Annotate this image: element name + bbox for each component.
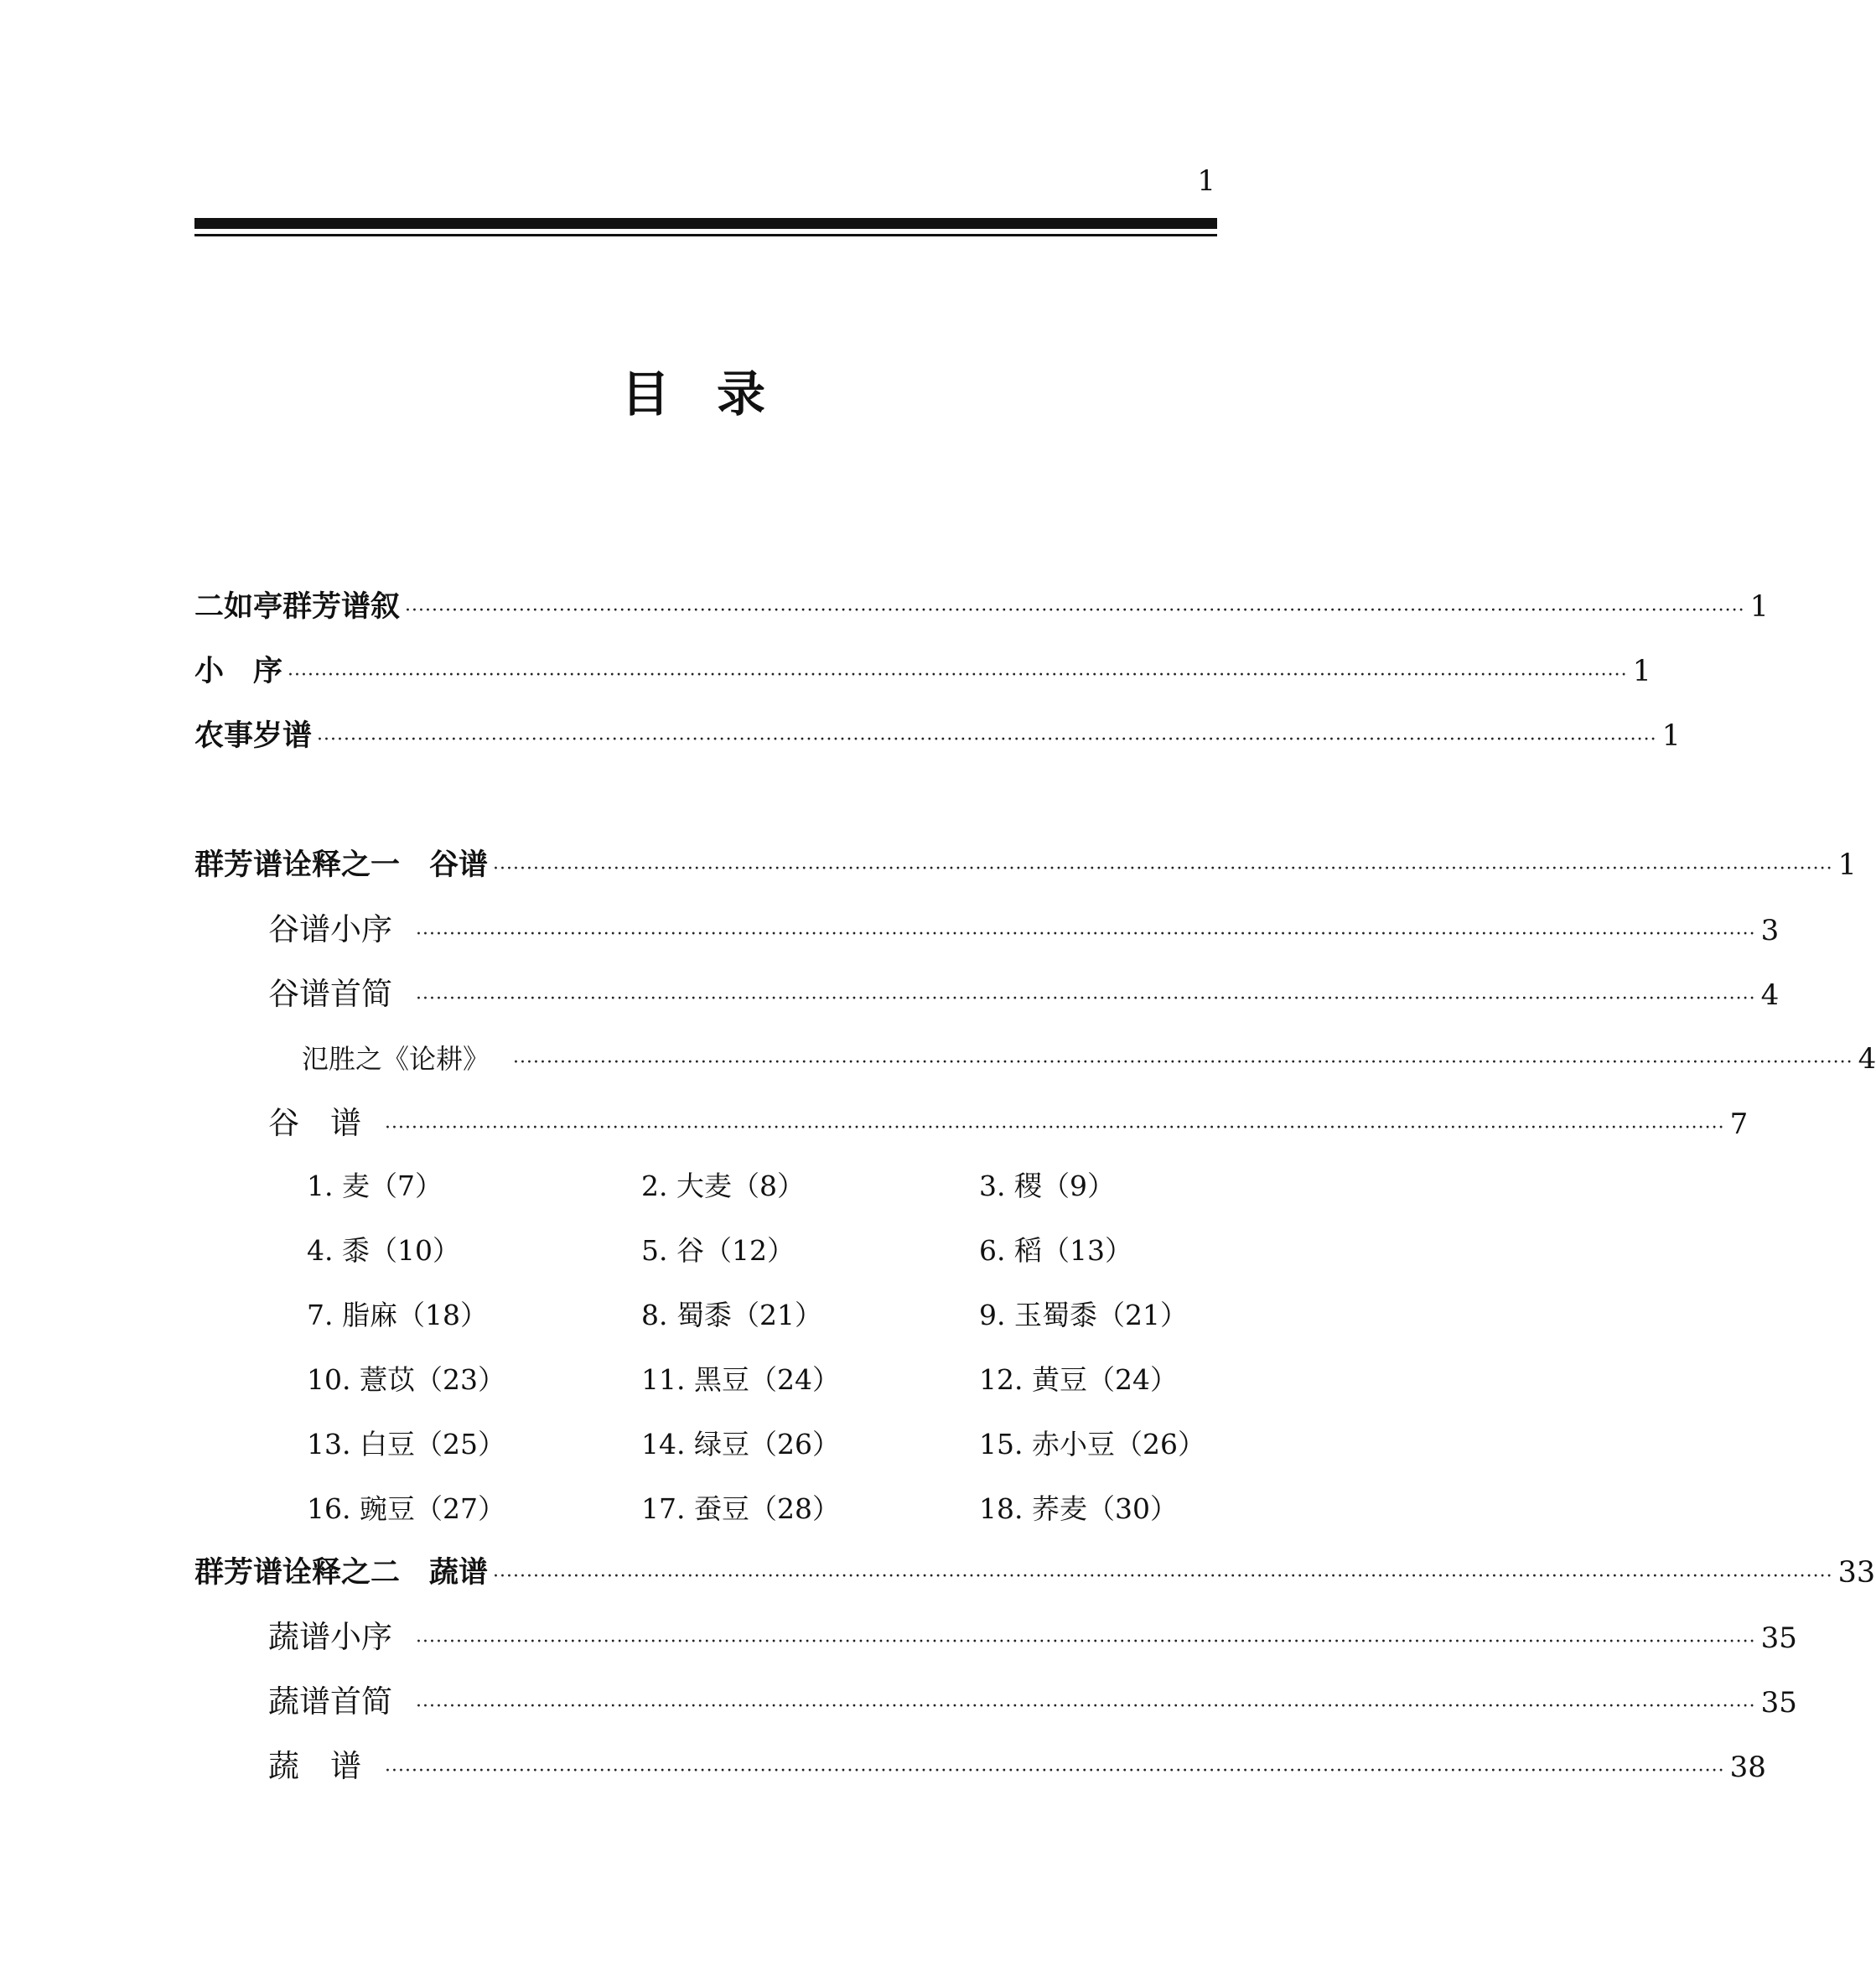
toc-entry-page: 1 [1661,719,1681,753]
toc-entry-short-preface[interactable] [194,650,1651,693]
toc-entry-farming-calendar[interactable] [194,714,1681,758]
grain-item[interactable]: 7. 脂麻（18） [307,1299,488,1331]
leader-dots: ········································································································································································································ [493,1566,1833,1587]
grain-item[interactable]: 17. 蚕豆（28） [641,1492,840,1525]
toc-entry-label: 群芳谱诠释之一 谷谱 [194,848,489,882]
toc-entry-label: 蔬谱首简 [268,1683,392,1720]
leader-dots: ········································································································································································································ [493,859,1833,879]
toc-section-grains[interactable] [194,843,1857,887]
toc-entry-label: 群芳谱诠释之二 蔬谱 [194,1556,489,1590]
grain-item[interactable]: 8. 蜀黍（21） [641,1299,822,1331]
leader-dots: ········································································································································································································ [416,988,1756,1009]
toc-entry-page: 35 [1760,1686,1797,1720]
toc-entry-page: 38 [1729,1751,1766,1784]
toc-entry-label: 蔬 谱 [268,1748,361,1784]
leader-dots: ········································································································································································································ [385,1118,1725,1139]
grain-item[interactable]: 12. 黄豆（24） [979,1363,1178,1396]
toc-entry-grains-preface[interactable] [268,908,1780,952]
toc-entry-vegetables-preface[interactable] [268,1616,1797,1659]
grain-item[interactable]: 9. 玉蜀黍（21） [979,1299,1188,1331]
grain-item[interactable]: 2. 大麦（8） [641,1170,805,1202]
toc-entry-page: 7 [1729,1108,1749,1141]
toc-entry-label: 谷谱首简 [268,976,392,1012]
toc-entry-label: 氾胜之《论耕》 [302,1043,490,1075]
toc-entry-page: 1 [1632,655,1651,688]
toc-entry-label: 谷 谱 [268,1105,361,1141]
grain-item[interactable]: 14. 绿豆（26） [641,1428,840,1460]
toc-entry-page: 1 [1837,848,1857,882]
toc-entry-label: 谷谱小序 [268,911,392,947]
toc-entry-label: 二如亭群芳谱叙 [194,590,401,624]
leader-dots: ········································································································································································································ [317,729,1657,750]
grain-item[interactable]: 16. 豌豆（27） [307,1492,505,1525]
grain-item[interactable]: 5. 谷（12） [641,1234,795,1267]
grain-item[interactable]: 15. 赤小豆（26） [979,1428,1205,1460]
toc-entry-page: 4 [1760,978,1780,1012]
grain-item[interactable]: 4. 黍（10） [307,1234,460,1267]
leader-dots: ········································································································································································································ [416,1632,1756,1652]
toc-entry-vegetables-list[interactable] [268,1745,1766,1788]
toc-entry-fan-shengzhi[interactable] [302,1037,1876,1081]
leader-dots: ········································································································································································································ [288,665,1628,686]
toc-entry-vegetables-intro[interactable] [268,1680,1797,1724]
toc-entry-label: 农事岁谱 [194,719,313,753]
toc-entry-grains-intro[interactable] [268,973,1780,1016]
toc-entry-label: 蔬谱小序 [268,1619,392,1655]
leader-dots: ········································································································································································································ [385,1761,1725,1782]
toc-entry-page: 35 [1760,1621,1797,1655]
toc-title: 目录 [620,366,812,423]
grain-item[interactable]: 18. 荞麦（30） [979,1492,1178,1525]
grain-item[interactable]: 3. 稷（9） [979,1170,1115,1202]
toc-entry-grains-list[interactable] [268,1102,1749,1145]
leader-dots: ········································································································································································································ [416,924,1756,945]
toc-section-vegetables[interactable] [194,1551,1876,1595]
leader-dots: ········································································································································································································ [416,1696,1756,1717]
toc-entry-page: 1 [1749,590,1769,624]
grain-item[interactable]: 13. 白豆（25） [307,1428,505,1460]
grain-item[interactable]: 6. 稻（13） [979,1234,1132,1267]
grain-item[interactable]: 10. 薏苡（23） [307,1363,505,1396]
toc-entry-preface[interactable] [194,585,1769,629]
toc-entry-page: 3 [1760,914,1780,947]
leader-dots: ········································································································································································································ [513,1052,1853,1073]
leader-dots: ········································································································································································································ [405,600,1745,621]
toc-entry-label: 小 序 [194,655,283,688]
grain-item[interactable]: 1. 麦（7） [307,1170,443,1202]
grain-item[interactable]: 11. 黑豆（24） [641,1363,840,1396]
page-number: 1 [1197,164,1215,198]
toc-entry-page: 33 [1837,1556,1876,1590]
toc-entry-page: 4 [1858,1042,1876,1076]
